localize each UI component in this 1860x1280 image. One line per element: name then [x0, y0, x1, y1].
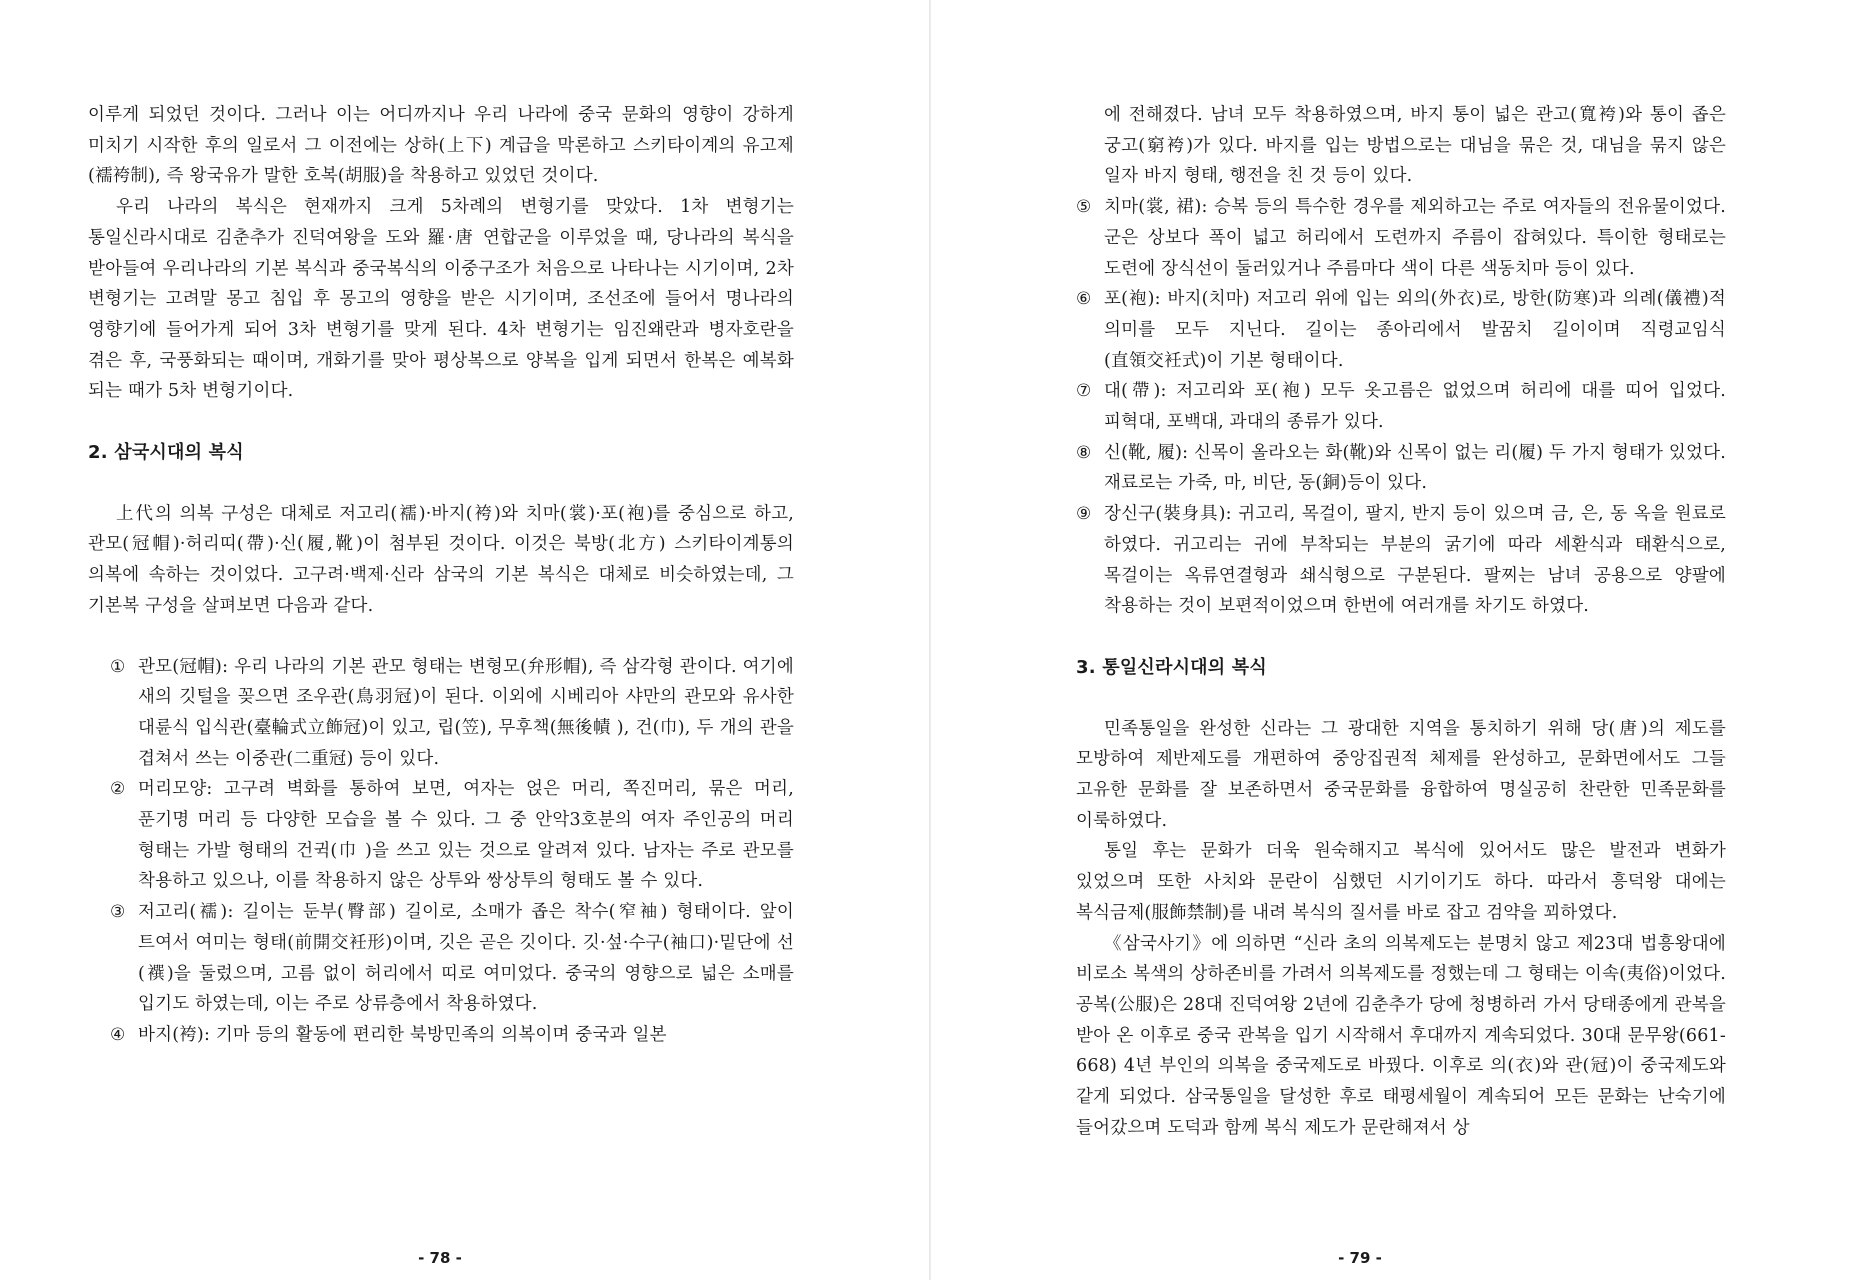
- list-marker: ③: [110, 902, 126, 923]
- list-item: [88, 774, 794, 897]
- list-item-text: 저고리(襦): 길이는 둔부(臀部) 길이로, 소매가 좁은 착수(窄袖) 형태이다. 앞이 트여서 여미는 형태(前開交衽形)이며, 깃은 곧은 깃이다. 깃·섶·수구(袖口)·밑단에 선(襈)을 둘렀으며, 고름 없이 허리에서 띠로 여미었다. 중국의 영향으로 넓은 소매를 입기도 하였는데, 이는 주로 상류층에서 착용하였다.: [138, 902, 794, 1015]
- page-number: - 79 -: [1338, 1249, 1382, 1267]
- intro-paragraph: 이루게 되었던 것이다. 그러나 이는 어디까지나 우리 나라에 중국 문화의 영향이 강하게 미치기 시작한 후의 일로서 그 이전에는 상하(上下) 계급을 막론하고 스키타이계의 유고제(襦袴制), 즉 왕국유가 말한 호복(胡服)을 착용하고 있었던 것이다.: [88, 105, 794, 187]
- section-title-three-kingdoms: 2. 삼국시대의 복식: [88, 442, 244, 464]
- list-marker: ⑦: [1076, 381, 1092, 402]
- list-item-text: 치마(裳, 裙): 승복 등의 특수한 경우를 제외하고는 주로 여자들의 전유물이었다. 군은 상보다 폭이 넓고 허리에서 도련까지 주름이 잡혀있다. 특이한 형태로는 도련에 장식선이 둘러있거나 주름마다 색이 다른 색동치마 등이 있다.: [1104, 197, 1726, 279]
- list-item: [1076, 284, 1726, 376]
- list-item-continued-text: 에 전해졌다. 남녀 모두 착용하였으며, 바지 통이 넓은 관고(寬袴)와 통이 좁은 궁고(窮袴)가 있다. 바지를 입는 방법으로는 대님을 묶은 것, 대님을 묶지 않은 일자 바지 형태, 행전을 친 것 등이 있다.: [1104, 105, 1726, 187]
- list-item-text: 관모(冠帽): 우리 나라의 기본 관모 형태는 변형모(弁形帽), 즉 삼각형 관이다. 여기에 새의 깃털을 꽂으면 조우관(鳥羽冠)이 된다. 이외에 시베리아 샤만의 관모와 유사한 대륜식 입식관(臺輪式立飾冠)이 있고, 립(笠), 무후책(無後幘 ), 건(巾), 두 개의 관을 겹쳐서 쓰는 이중관(二重冠) 등이 있다.: [138, 656, 794, 769]
- list-marker: ⑧: [1076, 442, 1092, 463]
- page-number: - 78 -: [418, 1249, 462, 1267]
- list-marker: ⑨: [1076, 504, 1092, 525]
- spacer: [88, 622, 794, 652]
- list-item-text: 포(袍): 바지(치마) 저고리 위에 입는 외의(外衣)로, 방한(防寒)과 의례(儀禮)적 의미를 모두 지닌다. 길이는 종아리에서 발꿈치 길이이며 직령교임식(直領交衽式)이 기본 형태이다.: [1104, 289, 1726, 371]
- list-marker: ①: [110, 656, 126, 677]
- list-marker: ②: [110, 779, 126, 800]
- list-item-text: 신(靴, 履): 신목이 올라오는 화(靴)와 신목이 없는 리(履) 두 가지 형태가 있었다. 재료로는 가죽, 마, 비단, 동(銅)등이 있다.: [1104, 442, 1726, 494]
- list-item-text: 바지(袴): 기마 등의 활동에 편리한 북방민족의 의복이며 중국과 일본: [138, 1024, 667, 1045]
- paragraph-after-unification: 통일 후는 문화가 더욱 원숙해지고 복식에 있어서도 많은 발전과 변화가 있었으며 또한 사치와 문란이 심했던 시기이기도 하다. 따라서 흥덕왕 대에는 복식금제(服飾禁制)를 내려 복식의 질서를 바로 잡고 검약을 꾀하였다.: [1076, 841, 1726, 923]
- list-item: [88, 1020, 794, 1051]
- list-marker: ④: [110, 1024, 126, 1045]
- list-item: [1076, 438, 1726, 499]
- right-page: [930, 0, 1860, 1280]
- paragraph-unification: 민족통일을 완성한 신라는 그 광대한 지역을 통치하기 위해 당(唐)의 제도를 모방하여 제반제도를 개편하여 중앙집권적 체제를 완성하고, 문화면에서도 그들 고유한 문화를 잘 보존하면서 중국문화를 융합하여 명실공히 찬란한 민족문화를 이룩하였다.: [1076, 718, 1726, 831]
- list-item-text: 대(帶): 저고리와 포(袍) 모두 옷고름은 없었으며 허리에 대를 띠어 입었다. 피혁대, 포백대, 과대의 종류가 있다.: [1104, 381, 1726, 433]
- list-item-text: 머리모양: 고구려 벽화를 통하여 보면, 여자는 얹은 머리, 쪽진머리, 묶은 머리, 푼기명 머리 등 다양한 모습을 볼 수 있다. 그 중 안악3호분의 여자 주인공의 머리 형태는 가발 형태의 건귁(巾 )을 쓰고 있는 것으로 알려져 있다. 남자는 주로 관모를 착용하고 있으나, 이를 착용하지 않은 상투와 쌍상투의 형태도 볼 수 있다.: [138, 779, 794, 892]
- list-marker: ⑥: [1076, 289, 1092, 310]
- list-item-text: 장신구(裝身具): 귀고리, 목걸이, 팔지, 반지 등이 있으며 금, 은, 동 옥을 원료로 하였다. 귀고리는 귀에 부착되는 부분의 굵기에 따라 세환식과 태환식으로, 목걸이는 옥류연결형과 쇄식형으로 구분된다. 팔찌는 남녀 공용으로 양팔에 착용하는 것이 보편적이었으며 한번에 여러개를 차기도 하였다.: [1104, 504, 1726, 617]
- list-item: [1076, 499, 1726, 622]
- list-item: [1076, 192, 1726, 284]
- list-item: [1076, 376, 1726, 437]
- section-title-unified-silla: 3. 통일신라시대의 복식: [1076, 656, 1267, 678]
- list-item: [88, 652, 794, 775]
- right-page-body: [1076, 100, 1726, 1144]
- paragraph-basic-composition: 上代의 의복 구성은 대체로 저고리(襦)·바지(袴)와 치마(裳)·포(袍)를 중심으로 하고, 관모(冠帽)·허리띠(帶)·신(履,靴)이 첨부된 것이다. 이것은 북방(北方) 스키타이계통의 의복에 속하는 것이었다. 고구려·백제·신라 삼국의 기본 복식은 대체로 비슷하였는데, 그 기본복 구성을 살펴보면 다음과 같다.: [88, 503, 794, 616]
- right-lower-section: [1076, 653, 1726, 1144]
- list-marker: ⑤: [1076, 197, 1092, 218]
- paragraph-samguk-sagi: 《삼국사기》에 의하면 “신라 초의 의복제도는 분명치 않고 제23대 법흥왕대에 비로소 복색의 상하존비를 가려서 의복제도를 정했는데 그 형태는 이속(夷俗)이었다. 공복(公服)은 28대 진덕여왕 2년에 김춘추가 당에 청병하러 가서 당태종에게 관복을 받아 온 이후로 중국 관복을 입기 시작해서 후대까지 계속되었다. 30대 문무왕(661-668) 4년 부인의 의복을 중국제도로 바꿨다. 이후로 의(衣)와 관(冠)이 중국제도와 같게 되었다. 삼국통일을 달성한 후로 태평세월이 계속되어 모든 문화는 난숙기에 들어갔으며 도덕과 함께 복식 제도가 문란해져서 상: [1076, 933, 1726, 1138]
- list-item: [88, 897, 794, 1020]
- paragraph-transformation-periods: 우리 나라의 복식은 현재까지 크게 5차례의 변형기를 맞았다. 1차 변형기는 통일신라시대로 김춘추가 진덕여왕을 도와 羅·唐 연합군을 이루었을 때, 당나라의 복식을 받아들여 우리나라의 기본 복식과 중국복식의 이중구조가 처음으로 나타나는 시기이며, 2차 변형기는 고려말 몽고 침입 후 몽고의 영향을 받은 시기이며, 조선조에 들어서 명나라의 영향기에 들어가게 되어 3차 변형기를 맞게 된다. 4차 변형기는 임진왜란과 병자호란을 겪은 후, 국풍화되는 때이며, 개화기를 맞아 평상복으로 양복을 입게 되면서 한복은 예복화 되는 때가 5차 변형기이다.: [88, 197, 794, 402]
- left-page-body: [88, 100, 794, 1051]
